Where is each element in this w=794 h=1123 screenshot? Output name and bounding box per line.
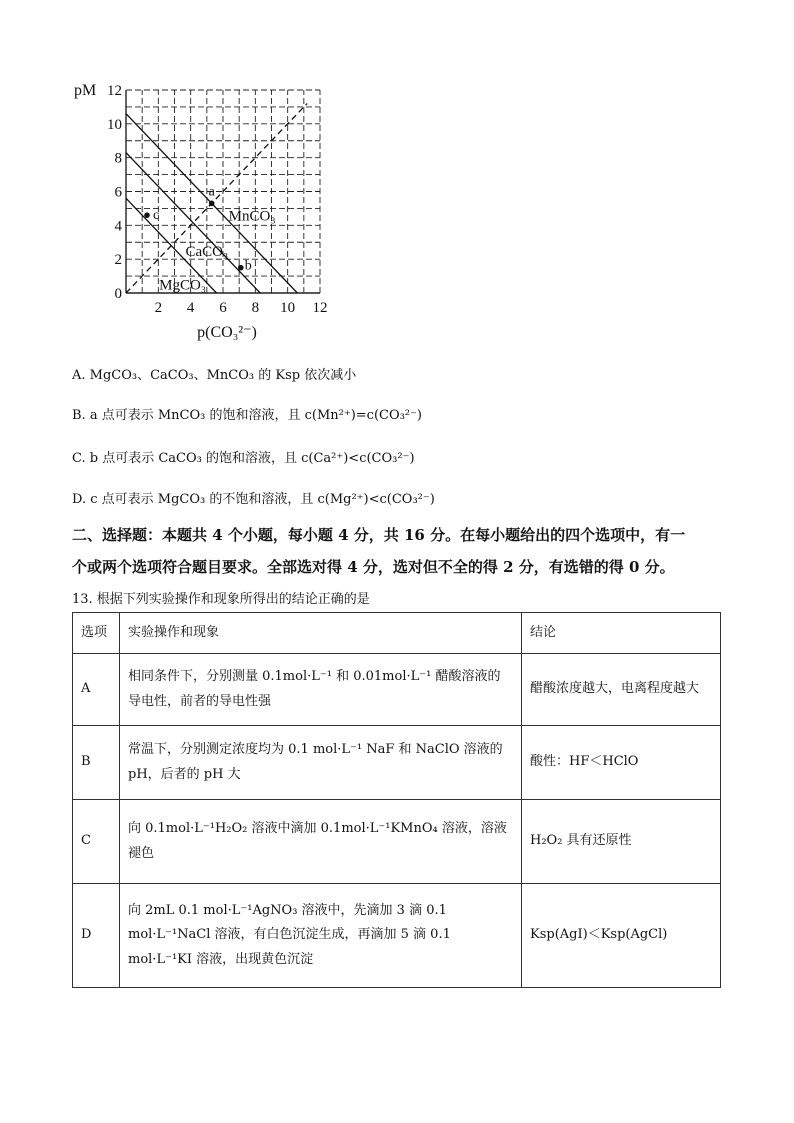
row-operation: 常温下，分别测定浓度均为 0.1 mol·L⁻¹ NaF 和 NaClO 溶液的 pH，后者的 pH 大 — [120, 726, 522, 800]
section-heading-line1: 二、选择题：本题共 4 个小题，每小题 4 分，共 16 分。在每小题给出的四个选项中，有一 — [72, 526, 686, 544]
y-tick-label: 10 — [107, 116, 122, 133]
row-conclusion: Ksp(AgI)＜Ksp(AgCl) — [522, 884, 721, 988]
option-a: A. MgCO₃、CaCO₃、MnCO₃ 的 Ksp 依次减小 — [72, 368, 357, 383]
point-b — [238, 265, 244, 271]
x-tick-label: 2 — [154, 300, 163, 316]
row-option: C — [73, 800, 120, 884]
y-axis-label: pM — [74, 82, 97, 99]
row-option: B — [73, 726, 120, 800]
experiment-table — [72, 612, 721, 988]
option-b: B. a 点可表示 MnCO₃ 的饱和溶液，且 c(Mn²⁺)=c(CO₃²⁻) — [72, 408, 422, 423]
header-conclusion: 结论 — [522, 613, 721, 654]
y-tick-label: 4 — [114, 218, 122, 235]
option-c: C. b 点可表示 CaCO₃ 的饱和溶液，且 c(Ca²⁺)<c(CO₃²⁻) — [72, 451, 415, 466]
row-operation: 相同条件下，分别测量 0.1mol·L⁻¹ 和 0.01mol·L⁻¹ 醋酸溶液的导电性，前者的导电性强 — [120, 654, 522, 726]
row-operation: 向 0.1mol·L⁻¹H₂O₂ 溶液中滴加 0.1mol·L⁻¹KMnO₄ 溶液，溶液褪色 — [120, 800, 522, 884]
point-label-b: b — [244, 258, 252, 274]
x-tick-label: 8 — [251, 300, 260, 316]
table-row — [73, 884, 721, 988]
section-heading-line2: 个或两个选项符合题目要求。全部选对得 4 分，选对但不全的得 2 分，有选错的得 0 分。 — [72, 558, 675, 576]
row-option: A — [73, 654, 120, 726]
y-tick-label: 8 — [114, 150, 122, 167]
x-tick-label: 12 — [312, 300, 328, 316]
row-conclusion: 醋酸浓度越大，电离程度越大 — [522, 654, 721, 726]
series-label: MnCO₃ — [228, 208, 276, 225]
table-row — [73, 654, 721, 726]
header-operation: 实验操作和现象 — [120, 613, 522, 654]
table-row — [73, 800, 721, 884]
point-label-a: a — [208, 184, 215, 200]
y-tick-label: 6 — [114, 184, 122, 201]
y-tick-label: 0 — [114, 286, 122, 302]
table-row — [73, 726, 721, 800]
chart-lines — [126, 104, 307, 293]
header-option: 选项 — [73, 613, 120, 654]
diagonal-dashed-line — [126, 104, 307, 293]
ksp-chart — [70, 78, 360, 348]
row-conclusion: H₂O₂ 具有还原性 — [522, 800, 721, 884]
series-label: MgCO₃ — [159, 277, 207, 294]
series-label: CaCO₃ — [185, 243, 229, 260]
point-label-c: c — [153, 208, 160, 224]
point-a — [209, 201, 215, 207]
x-tick-label: 4 — [186, 300, 195, 316]
option-d: D. c 点可表示 MgCO₃ 的不饱和溶液，且 c(Mg²⁺)<c(CO₃²⁻) — [72, 492, 435, 507]
table-header-row — [73, 613, 721, 654]
question-13: 13. 根据下列实验操作和现象所得出的结论正确的是 — [72, 592, 370, 607]
x-tick-label: 6 — [219, 300, 227, 316]
point-c — [144, 212, 150, 218]
y-tick-label: 12 — [107, 83, 122, 99]
x-tick-label: 10 — [280, 300, 296, 316]
x-axis-label: p(CO₃²⁻) — [197, 324, 257, 341]
row-conclusion: 酸性：HF＜HClO — [522, 726, 721, 800]
row-operation: 向 2mL 0.1 mol·L⁻¹AgNO₃ 溶液中，先滴加 3 滴 0.1 mol·L⁻¹NaCl 溶液，有白色沉淀生成，再滴加 5 滴 0.1 mol·L⁻¹KI 溶液，出现黄色沉淀 — [120, 884, 522, 988]
row-option: D — [73, 884, 120, 988]
chart-labels — [74, 82, 328, 341]
y-tick-label: 2 — [114, 252, 122, 269]
